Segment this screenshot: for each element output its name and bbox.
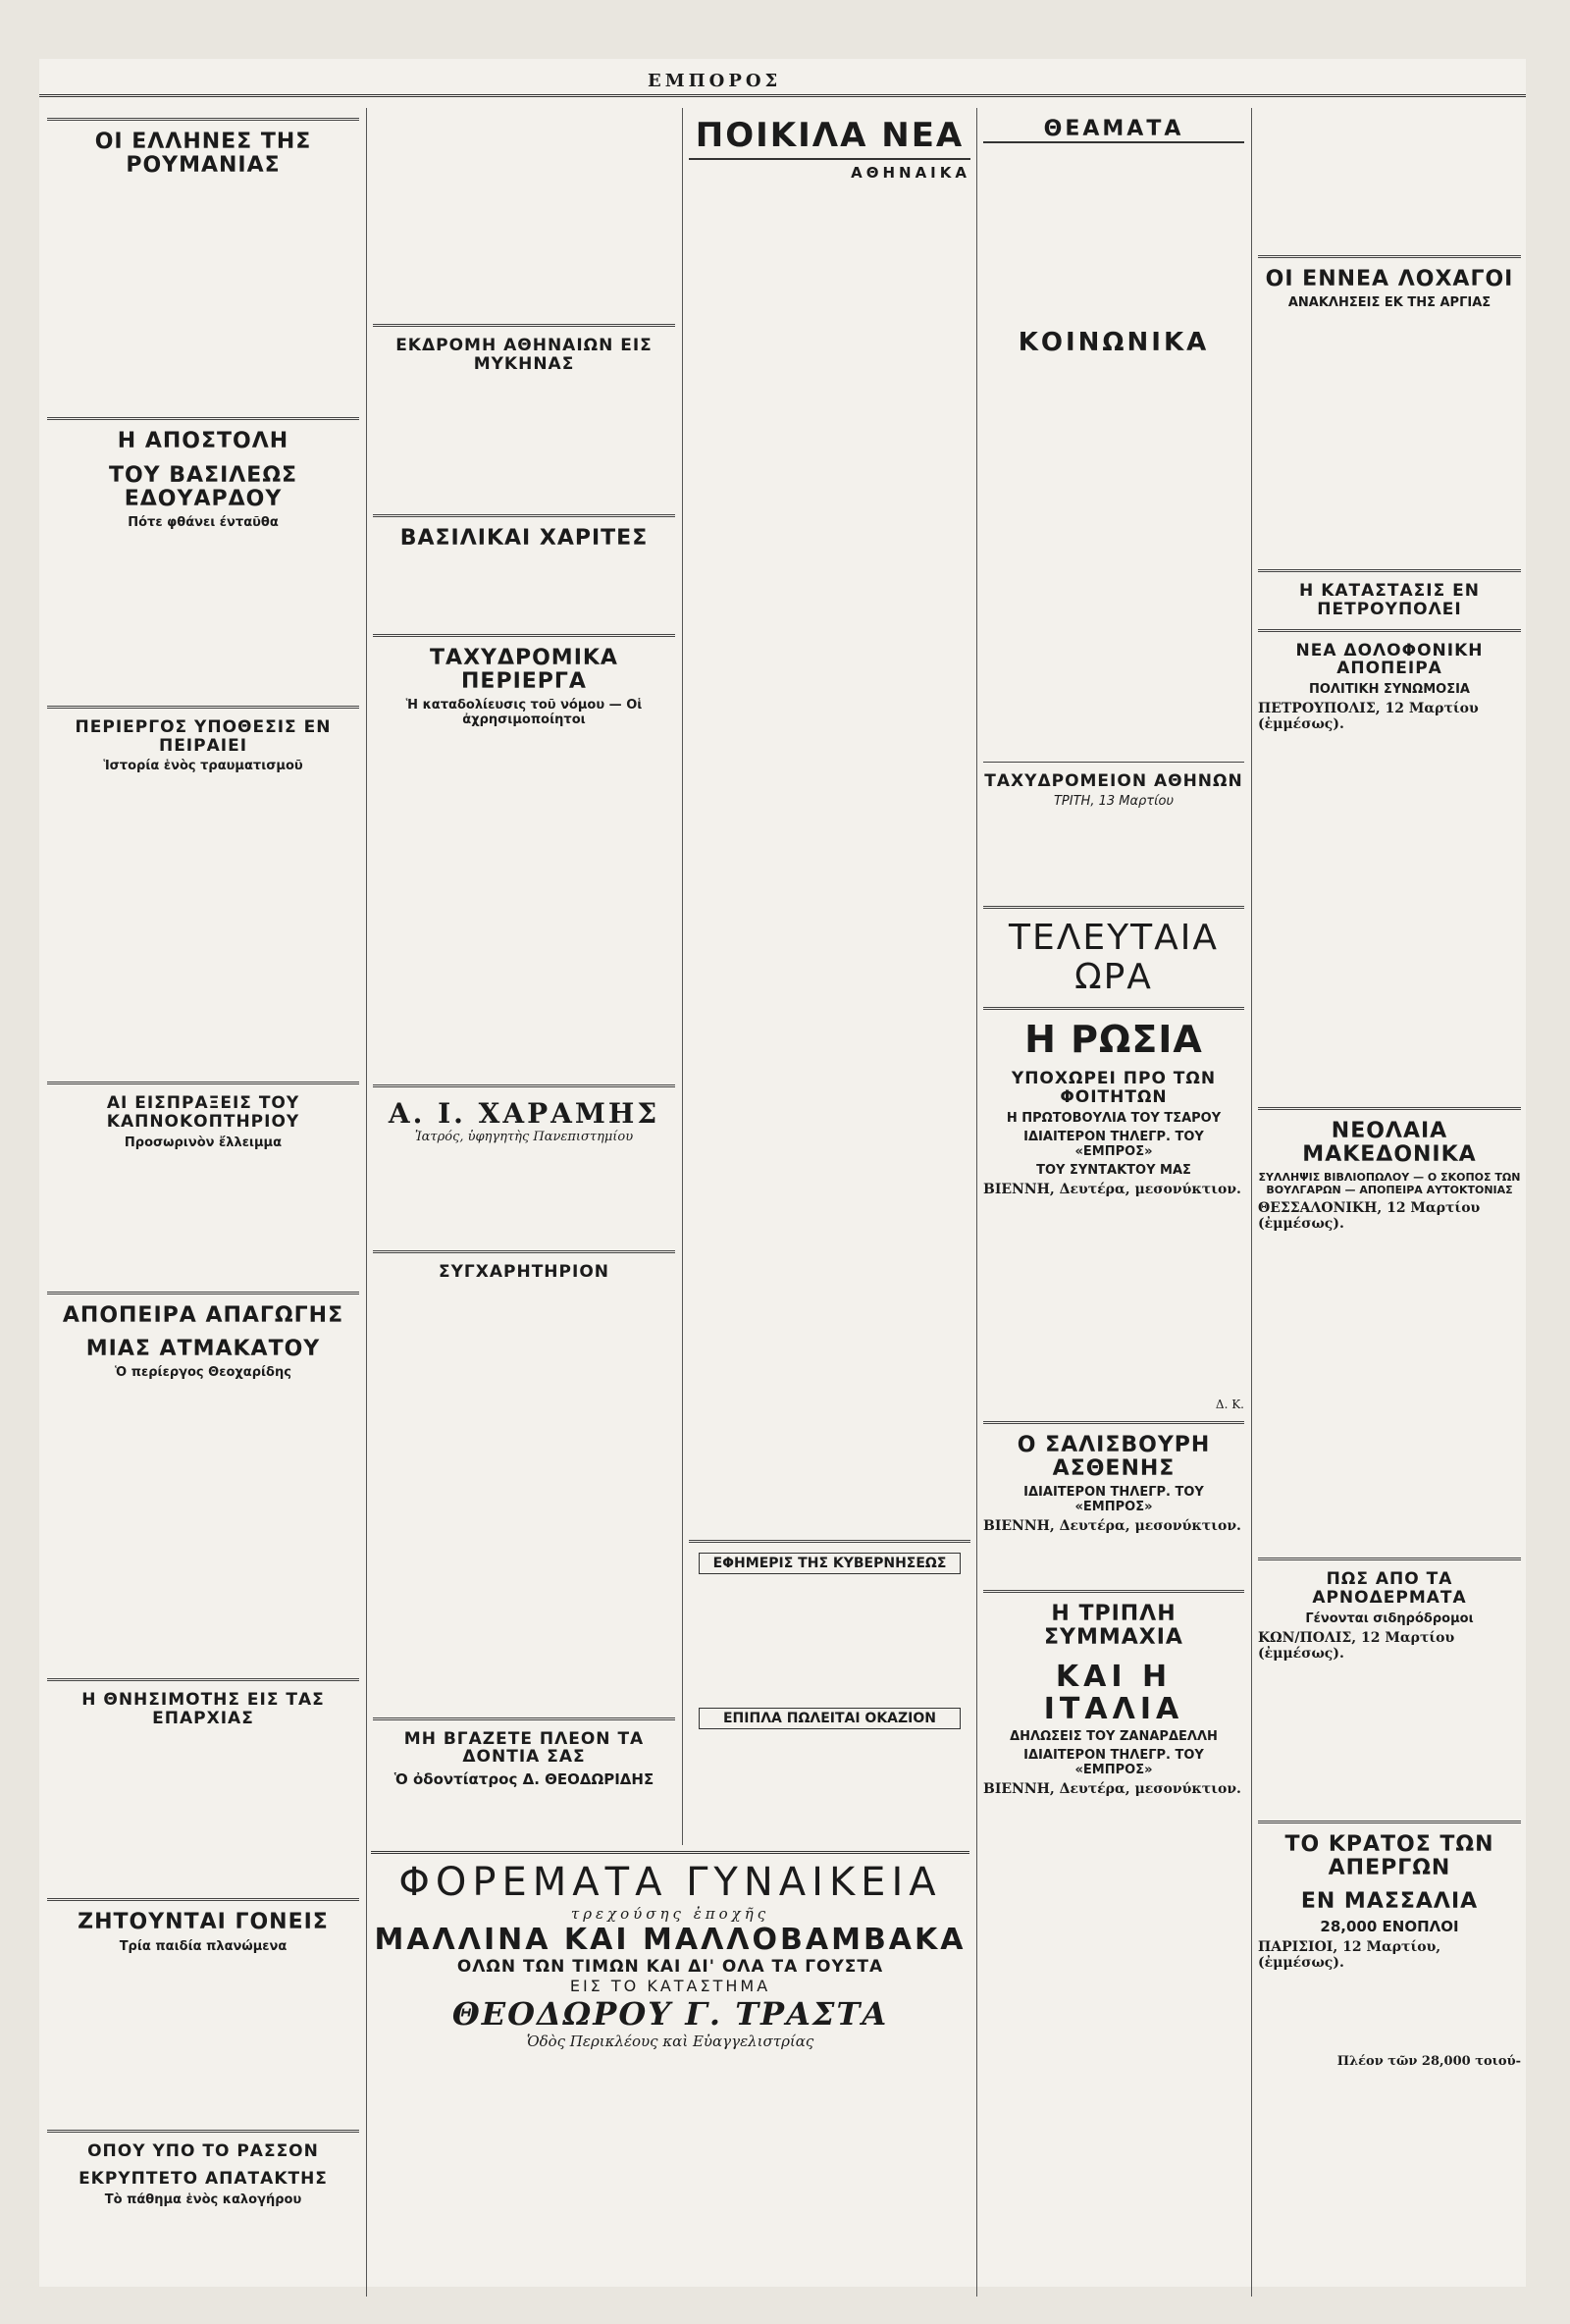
headline: ΝΕΟΛΑΙΑ ΜΑΚΕΔΟΝΙΚΑ — [1302, 1118, 1477, 1168]
telegram-line: ΙΔΙΑΙΤΕΡΟΝ ΤΗΛΕΓΡ. ΤΟΥ «ΕΜΠΡΟΣ» — [1023, 1129, 1204, 1159]
article-body — [47, 1154, 359, 1282]
subheadline: Τρία παιδία πλανώμενα — [119, 1938, 288, 1954]
headline: ΤΟΥ ΒΑΣΙΛΕΩΣ ΕΔΟΥΑΡΔΟΥ — [108, 462, 298, 511]
divider — [983, 1421, 1244, 1424]
headline: ΕΚΔΡΟΜΗ ΑΘΗΝΑΙΩΝ ΕΙΣ ΜΥΚΗΝΑΣ — [395, 336, 653, 374]
divider — [1258, 1558, 1521, 1560]
ad-line: ΜΑΛΛΙΝΑ ΚΑΙ ΜΑΛΛΟΒΑΜΒΑΚΑ — [374, 1923, 967, 1957]
headline: ΕΚΡΥΠΤΕΤΟ ΑΠΑΤΑΚΤΗΣ — [78, 2169, 328, 2190]
subheadline: ΑΝΑΚΛΗΣΕΙΣ ΕΚ ΤΗΣ ΑΡΓΙΑΣ — [1287, 295, 1492, 311]
subheadline: 28,000 ΕΝΟΠΛΟΙ — [1320, 1918, 1459, 1936]
divider — [373, 634, 675, 637]
divider — [983, 762, 1244, 763]
signature: Δ. Κ. — [1215, 1397, 1244, 1411]
subheadline: Πότε φθάνει ένταῦθα — [128, 514, 279, 530]
column-rule — [976, 108, 977, 2297]
divider — [373, 324, 675, 327]
headline: ΤΑΧΥΔΡΟΜΙΚΑ ΠΕΡΙΕΡΓΑ — [430, 645, 618, 694]
article-body — [1258, 314, 1521, 559]
article-body — [47, 777, 359, 1072]
article-body — [1258, 734, 1521, 1097]
ad-line: ΕΙΣ ΤΟ ΚΑΤΑΣΤΗΜΑ — [569, 1977, 771, 1995]
section-title: ΠΟΙΚΙΛΑ ΝΕΑ — [689, 118, 970, 160]
article-body — [983, 1536, 1244, 1580]
article-body — [47, 534, 359, 696]
ad-title: ΦΟΡΕΜΑΤΑ ΓΥΝΑΙΚΕΙΑ — [398, 1860, 942, 1905]
telegram-line: ΙΔΙΑΙΤΕΡΟΝ ΤΗΛΕΓΡ. ΤΟΥ «ΕΜΠΡΟΣ» — [1023, 1485, 1204, 1515]
divider — [47, 417, 359, 420]
divider — [1258, 629, 1521, 632]
article-body — [47, 1958, 359, 2120]
divider — [47, 118, 359, 121]
article-body — [983, 147, 1244, 319]
headline: Ο ΣΑΛΙΣΒΟΥΡΗ ΑΣΘΕΝΗΣ — [1017, 1432, 1211, 1482]
ad-subtitle: Ἰατρός, ὑφηγητὴς Πανεπιστημίου — [414, 1129, 634, 1144]
divider — [47, 1898, 359, 1901]
article-body — [983, 813, 1244, 896]
divider — [983, 906, 1244, 909]
subheadline: Ὁ περίεργος Θεοχαρίδης — [115, 1365, 291, 1381]
dateline: ΒΙΕΝΝΗ, Δευτέρα, μεσονύκτιον. — [983, 1181, 1241, 1197]
dateline: ΚΩΝ/ΠΟΛΙΣ, 12 Μαρτίου (ἐμμέσως). — [1258, 1629, 1455, 1662]
subheadline: Η ΠΡΩΤΟΒΟΥΛΙΑ ΤΟΥ ΤΣΑΡΟΥ — [1006, 1110, 1222, 1126]
article-body — [373, 377, 675, 504]
dateline: ΘΕΣΣΑΛΟΝΙΚΗ, 12 Μαρτίου (ἐμμέσως). — [1258, 1200, 1481, 1233]
divider — [47, 1292, 359, 1294]
subheadline: Ἱστορία ἑνὸς τραυματισμοῦ — [103, 759, 303, 774]
headline: ΟΠΟΥ ΥΠΟ ΤΟ ΡΑΣΣΟΝ — [87, 2140, 319, 2161]
column-4 — [983, 108, 1244, 2292]
ad-dentist: Ὁ ὀδοντίατρος Δ. ΘΕΟΔΩΡΙΔΗΣ — [393, 1770, 654, 1788]
divider — [1258, 255, 1521, 258]
subheadline: ΔΗΛΩΣΕΙΣ ΤΟΥ ΖΑΝΑΡΔΕΛΛΗ — [1010, 1728, 1218, 1744]
headline: ΕΝ ΜΑΣΣΑΛΙΑ — [1300, 1889, 1479, 1915]
dateline: ΠΑΡΙΣΙΟΙ, 12 Μαρτίου, (ἐμμέσως). — [1258, 1939, 1441, 1972]
divider — [47, 1082, 359, 1084]
dateline: ΤΡΙΤΗ, 13 Μαρτίου — [1053, 794, 1174, 810]
dateline: ΒΙΕΝΝΗ, Δευτέρα, μεσονύκτιον. — [983, 1780, 1241, 1797]
article-body — [983, 1199, 1244, 1396]
divider — [1258, 569, 1521, 572]
headline: ΟΙ ΕΝΝΕΑ ΛΟΧΑΓΟΙ — [1265, 267, 1514, 291]
section-subtitle: ΑΘΗΝΑΙΚΑ — [851, 164, 970, 183]
article-body — [47, 2211, 359, 2270]
headline: ΜΗ ΒΓΑΖΕΤΕ ΠΛΕΟΝ ΤΑ ΔΟΝΤΙΑ ΣΑΣ — [403, 1728, 645, 1768]
ad-line: ΟΛΩΝ ΤΩΝ ΤΙΜΩΝ ΚΑΙ ΔΙ' ΟΛΑ ΤΑ ΓΟΥΣΤΑ — [456, 1957, 884, 1977]
article-body — [689, 1582, 970, 1700]
article-body — [1258, 1973, 1521, 2051]
divider — [1258, 1821, 1521, 1823]
dateline: ΠΕΤΡΟΥΠΟΛΙΣ, 12 Μαρτίου (ἐμμέσως). — [1258, 700, 1479, 732]
article-body — [47, 182, 359, 407]
headline: ΕΠΙΠΛΑ ΠΩΛΕΙΤΑΙ ΟΚΑΖΙΟΝ — [699, 1708, 961, 1729]
divider — [47, 2130, 359, 2133]
headline: Η ΤΡΙΠΛΗ ΣΥΜΜΑΧΙΑ — [1044, 1602, 1183, 1651]
divider — [47, 706, 359, 709]
article-body — [983, 361, 1244, 754]
headline: ΒΑΣΙΛΙΚΑΙ ΧΑΡΙΤΕΣ — [399, 526, 649, 552]
column-rule — [682, 108, 683, 1845]
column-3 — [689, 108, 970, 1845]
masthead: ΕΜΠΟΡΟΣ — [648, 71, 782, 91]
divider — [373, 1084, 675, 1087]
divider — [373, 1250, 675, 1253]
headline: ΜΙΑΣ ΑΤΜΑΚΑΤΟΥ — [85, 1336, 321, 1361]
divider — [689, 1540, 970, 1543]
column-2 — [373, 108, 675, 1845]
article-body — [1258, 1234, 1521, 1548]
divider — [983, 1007, 1244, 1010]
dateline: ΒΙΕΝΝΗ, Δευτέρα, μεσονύκτιον. — [983, 1518, 1241, 1535]
headline: ΤΟ ΚΡΑΤΟΣ ΤΩΝ ΑΠΕΡΓΩΝ — [1284, 1831, 1494, 1880]
divider — [47, 1678, 359, 1681]
subheadline: Γένονται σιδηρόδρομοι — [1305, 1611, 1474, 1626]
ad-store-name: ΘΕΟΔΩΡΟΥ Γ. ΤΡΑΣΤΑ — [451, 1995, 889, 2033]
headline: Η ΑΠΟΣΤΟΛΗ — [117, 429, 289, 454]
section-title: ΤΕΛΕΥΤΑΙΑ ΩΡΑ — [1009, 918, 1219, 998]
headline: ΠΕΡΙΕΡΓΟΣ ΥΠΟΘΕΣΙΣ ΕΝ ΠΕΙΡΑΙΕΙ — [75, 716, 332, 756]
ad-name: Α. Ι. ΧΑΡΑΜΗΣ — [388, 1096, 660, 1130]
telegram-line: ΙΔΙΑΙΤΕΡΟΝ ΤΗΛΕΓΡ. ΤΟΥ «ΕΜΠΡΟΣ» — [1023, 1747, 1204, 1777]
subheadline: Τὸ πάθημα ἑνὸς καλογήρου — [104, 2192, 302, 2207]
column-rule — [366, 108, 367, 2297]
article-body — [373, 1152, 675, 1241]
article-body — [47, 1384, 359, 1668]
headline: ΝΕΑ ΔΟΛΟΦΟΝΙΚΗ ΑΠΟΠΕΙΡΑ — [1295, 640, 1484, 679]
headline: ΠΩΣ ΑΠΟ ΤΑ ΑΡΝΟΔΕΡΜΑΤΑ — [1312, 1569, 1467, 1608]
headline: ΣΥΓΧΑΡΗΤΗΡΙΟΝ — [439, 1261, 609, 1282]
headline: ΑΙ ΕΙΣΠΡΑΞΕΙΣ ΤΟΥ ΚΑΠΝΟΚΟΠΤΗΡΙΟΥ — [106, 1093, 300, 1132]
headline: Η ΡΩΣΙΑ — [1024, 1017, 1203, 1061]
subheadline: ΠΟΛΙΤΙΚΗ ΣΥΝΩΜΟΣΙΑ — [1308, 681, 1470, 697]
column-5 — [1258, 108, 1521, 2292]
top-rule — [39, 94, 1526, 97]
headline: ΖΗΤΟΥΝΤΑΙ ΓΟΝΕΙΣ — [78, 1910, 329, 1935]
subheadline: Ἡ καταδολίευσις τοῦ νόμου — Οἱ ἀχρησιμοποίητοι — [405, 697, 643, 727]
article-body — [373, 1286, 675, 1708]
headline: ΟΙ ΕΛΛΗΝΕΣ ΤΗΣ ΡΟΥΜΑΝΙΑΣ — [94, 130, 312, 179]
headline: ΥΠΟΧΩΡΕΙ ΠΡΟ ΤΩΝ ΦΟΙΤΗΤΩΝ — [1011, 1069, 1217, 1108]
article-body — [47, 1731, 359, 1888]
section-title: ΘΕΑΜΑΤΑ — [983, 118, 1244, 143]
headline: Η ΚΑΤΑΣΤΑΣΙΣ ΕΝ ΠΕΤΡΟΥΠΟΛΕΙ — [1299, 581, 1480, 619]
headline: ΤΑΧΥΔΡΟΜΕΙΟΝ ΑΘΗΝΩΝ — [984, 770, 1243, 791]
article-body — [1258, 1664, 1521, 1811]
ad-address: Ὁδὸς Περικλέους καὶ Εὐαγγελιστρίας — [526, 2033, 814, 2050]
column-rule — [1251, 108, 1252, 2297]
divider — [373, 1717, 675, 1720]
article-body — [373, 731, 675, 1075]
headline: Η ΘΝΗΣΙΜΟΤΗΣ ΕΙΣ ΤΑΣ ΕΠΑΡΧΙΑΣ — [81, 1690, 325, 1728]
dress-advertisement — [371, 1851, 969, 2050]
article-body — [373, 108, 675, 314]
subheadline: ΣΥΛΛΗΨΙΣ ΒΙΒΛΙΟΠΩΛΟΥ — Ο ΣΚΟΠΟΣ ΤΩΝ ΒΟΥΛΓΑΡΩΝ — ΑΠΟΠΕΙΡΑ ΑΥΤΟΚΤΟΝΙΑΣ — [1258, 1171, 1521, 1197]
divider — [373, 514, 675, 517]
article-body — [1258, 108, 1521, 245]
section-title: ΚΟΙΝΩΝΙΚΑ — [1018, 328, 1210, 358]
column-1 — [47, 108, 359, 2292]
divider — [983, 1590, 1244, 1593]
article-body — [373, 555, 675, 624]
headline: ΚΑΙ Η ΙΤΑΛΙΑ — [1043, 1659, 1184, 1726]
headline: ΑΠΟΠΕΙΡΑ ΑΠΑΓΩΓΗΣ — [62, 1302, 344, 1328]
divider — [1258, 1107, 1521, 1110]
ad-charamis — [373, 1097, 675, 1144]
headline: ΕΦΗΜΕΡΙΣ ΤΗΣ ΚΥΒΕΡΝΗΣΕΩΣ — [699, 1553, 961, 1574]
article-body — [689, 185, 970, 1530]
ad-subtitle: τρεχούσης ἐποχῆς — [570, 1905, 770, 1923]
subheadline: Προσωρινὸν ἔλλειμμα — [124, 1135, 283, 1150]
telegram-line: ΤΟΥ ΣΥΝΤΑΚΤΟΥ ΜΑΣ — [1036, 1162, 1191, 1178]
paragraph: Πλέον τῶν 28,000 τοιού- — [1336, 2054, 1521, 2070]
